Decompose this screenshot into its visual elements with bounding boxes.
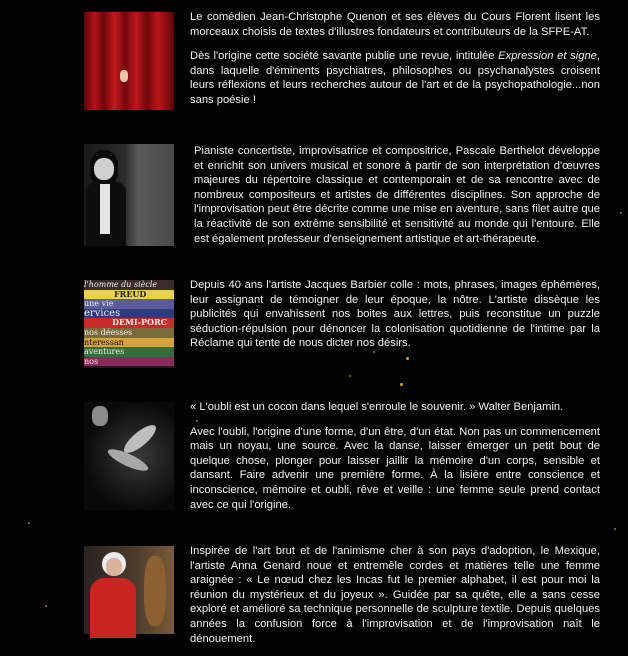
portrait-photo [84, 144, 174, 246]
collage-word: DEMI-PORC [84, 318, 174, 328]
collage-word: nos [84, 357, 174, 367]
gold-dot [28, 522, 30, 524]
gold-dot [45, 605, 47, 607]
event-entry [84, 10, 600, 114]
hand-icon [120, 70, 128, 82]
red-sweater-shape [90, 578, 136, 638]
entry-description [194, 144, 600, 256]
journal-title: Expression et signe [498, 50, 597, 63]
face-shape [94, 158, 114, 180]
entry-paragraph: « L'oubli est un cocon dans lequel s'enroule le souvenir. » Walter Benjamin. [190, 401, 564, 413]
collage-word: ervices [84, 309, 174, 319]
entry-paragraph: Pianiste concertiste, improvisatrice et compositrice, Pascale Berthelot développe et enrichit son univers musical et sonore à partir de son interprétation d'œuvres majeures du répertoire classique et contemporain et de sa rencontre avec de nombreux compositeurs et artistes de différentes disciplines. Son approche de l'improvisation peut être décrite comme une mise en aventure, sans filet autre que la réactivité de son extrême sensibilité et sensitivité au monde qui l'entoure. Elle est également professeur d'enseignement artistique et art-thérapeute. [194, 145, 600, 245]
entry-paragraph: Avec l'oubli, l'origine d'une forme, d'un être, d'un état. Non pas un commencement mais un noyau, une source. Avec la danse, laisser émerger un petit bout de quelque chose, plonger pour laisser jaillir la mémoire d'un corps, sensible et dansant. Faire advenir une première forme. À la lisière entre conscience et inconscience, mémoire et oubli, rêve et veille : une femme seule prend contact avec ce qui l'origine. [190, 425, 600, 511]
entry-description [190, 400, 600, 522]
event-entry [84, 144, 600, 250]
entry-paragraph: Inspirée de l'art brut et de l'animisme cher à son pays d'adoption, le Mexique, l'artiste Anna Genard noue et entremêle cordes et matières telle une femme araignée : « Le nœud chez les Incas fut le premier alphabet, il est pour moi la réunion du mystérieux et du joyeux ». Guidée par sa quête, elle a sans cesse exploré et amélioré sa technique personnelle de sculpture textile. Depuis quelques années la confusion force à l'improvisation et de l'improvisation naît le dénouement. [190, 545, 600, 645]
dancer-photo [84, 402, 174, 510]
text-span: , dans laquelle d'éminents psychiatres, philosophes ou psychanalystes croisent leurs réflexions et leurs recherches autour de l'art et de la psychopathologie...non sans poésie ! [190, 50, 600, 106]
entry-description [190, 10, 600, 118]
shirt-shape [100, 184, 110, 234]
red-curtain-image [84, 12, 174, 110]
gold-dot [400, 383, 403, 386]
collage-word: nteressan [84, 338, 174, 348]
collage-word: nos déesses [84, 328, 174, 338]
collage-word: FREUD [84, 290, 174, 300]
gold-dot [614, 528, 616, 530]
text-span: Dès l'origine cette société savante publie une revue, intitulée [190, 50, 499, 63]
gold-dot [620, 212, 622, 214]
face-shape [106, 558, 122, 576]
entry-description [190, 544, 600, 656]
gold-dot [349, 375, 351, 377]
event-entry [84, 400, 600, 512]
entry-description [190, 278, 600, 361]
artist-photo [84, 546, 174, 634]
collage-image [84, 280, 174, 368]
entry-paragraph [190, 49, 600, 107]
body-shape [92, 406, 108, 426]
sculpture-shape [144, 556, 166, 626]
entry-paragraph: Depuis 40 ans l'artiste Jacques Barbier colle : mots, phrases, images éphémères, leur assignant de témoigner de leur époque, la nôtre. L'artiste dissèque les publicités qui envahissent nos boites aux lettres, puis reconstitue un puzzle séduction-répulsion pour dénoncer la colonisation quotidienne de l'intime par la Réclame qui tente de nous dicter nos désirs. [190, 279, 600, 350]
collage-word: une vie [84, 299, 174, 309]
event-entry [84, 278, 600, 372]
collage-word: l'homme du siècle [84, 280, 174, 290]
entry-paragraph: Le comédien Jean-Christophe Quenon et ses élèves du Cours Florent lisent les morceaux choisis de textes d'illustres fondateurs et contributeurs de la SFPE-AT. [190, 11, 600, 38]
collage-word: aventures [84, 347, 174, 357]
event-entry [84, 544, 600, 645]
